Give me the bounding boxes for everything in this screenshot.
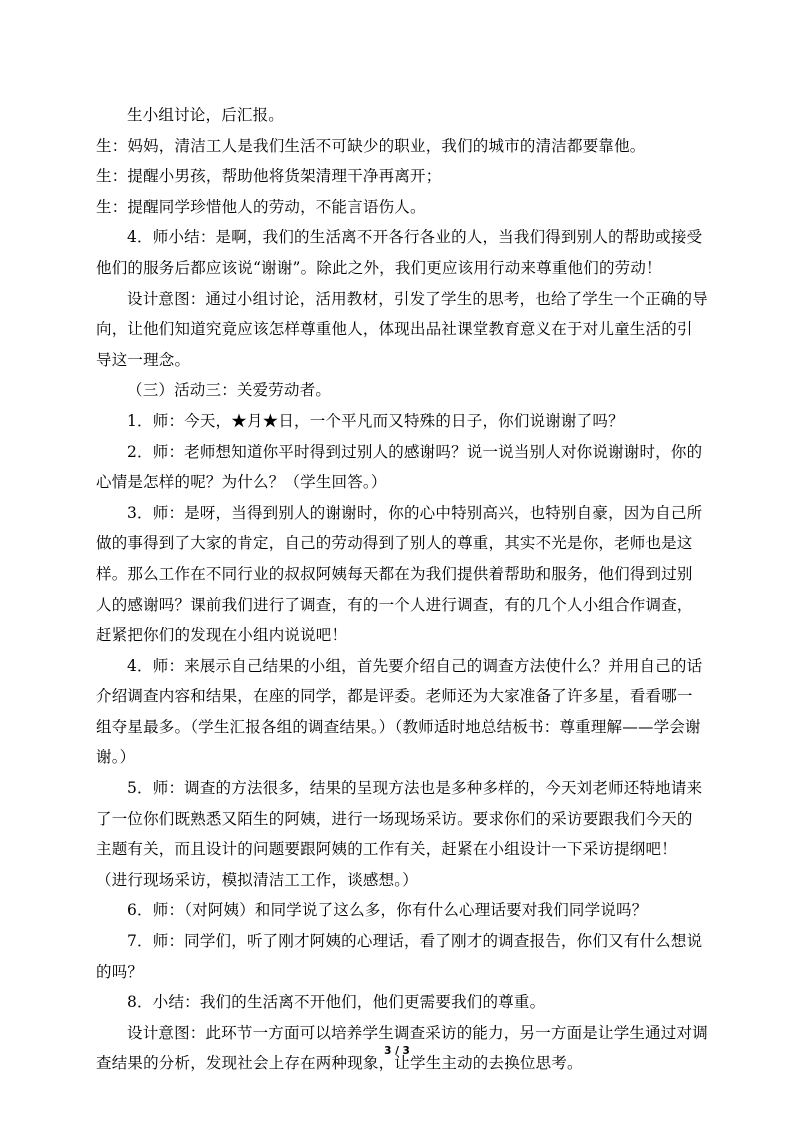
paragraph: 6．师：（对阿姨）和同学说了这么多，你有什么心理话要对我们同学说吗？ <box>127 901 648 920</box>
paragraph: 4．师小结：是啊，我们的生活离不开各行各业的人，当我们得到别人的帮助或接受他们的服务后都应该说“谢谢”。除此之外，我们更应该用行动来尊重他们的劳动！ <box>96 228 703 277</box>
paragraph: 4．师：来展示自己结果的小组，首先要介绍自己的调查方法使什么？并用自己的话介绍调查内容和结果，在座的同学，都是评委。老师还为大家准备了许多星，看看哪一组夺星最多。（学生汇报各组的调查结果。）（教师适时地总结板书：尊重理解——学会谢谢。） <box>96 656 703 767</box>
paragraph: 7．师：同学们，听了刚才阿姨的心理话，看了刚才的调查报告，你们又有什么想说的吗？ <box>96 932 703 981</box>
paragraph: 生：妈妈，清洁工人是我们生活不可缺少的职业，我们的城市的清洁都要靠他。 <box>96 136 646 155</box>
paragraph: 设计意图：通过小组讨论，活用教材，引发了学生的思考，也给了学生一个正确的导向，让他们知道究竟应该怎样尊重他人，体现出品社课堂教育意义在于对儿童生活的引导这一理念。 <box>96 289 708 369</box>
paragraph: 5．师：调查的方法很多，结果的呈现方法也是多种多样的，今天刘老师还特地请来了一位你们既熟悉又陌生的阿姨，进行一场现场采访。要求你们的采访要跟我们今天的主题有关，而且设计的问题要跟阿姨的工作有关，赶紧在小组设计一下采访提纲吧！（进行现场采访，模拟清洁工工作，谈感想。） <box>96 779 703 889</box>
paragraph: 设计意图：此环节一方面可以培养学生调查采访的能力，另一方面是让学生通过对调查结果的分析，发现社会上存在两种现象，让学生主动的去换位思考。 <box>96 1023 708 1073</box>
paragraph: 生：提醒同学珍惜他人的劳动，不能言语伤人。 <box>96 197 426 216</box>
paragraph: 8．小结：我们的生活离不开他们，他们更需要我们的尊重。 <box>127 993 546 1012</box>
paragraph: 1．师：今天，★月★日，一个平凡而又特殊的日子，你们说谢谢了吗？ <box>127 411 624 430</box>
paragraph: 3．师：是呀，当得到别人的谢谢时，你的心中特别高兴，也特别自豪，因为自己所做的事得到了大家的肯定，自己的劳动得到了别人的尊重，其实不光是你，老师也是这样。那么工作在不同行业的叔叔阿姨每天都在为我们提供着帮助和服务，他们得到过别人的感谢吗？课前我们进行了调查，有的一个人进行调查，有的几个人小组合作调查，赶紧把你们的发现在小组内说说吧！ <box>96 503 703 645</box>
paragraph: 生小组讨论，后汇报。 <box>127 106 285 124</box>
page-number: 3 / 3 <box>384 1045 410 1057</box>
document-body <box>96 100 708 1079</box>
paragraph: 生：提醒小男孩，帮助他将货架清理干净再离开； <box>96 167 442 186</box>
paragraph: （三）活动三：关爱劳动者。 <box>127 381 332 400</box>
paragraph: 2．师：老师想知道你平时得到过别人的感谢吗？说一说当别人对你说谢谢时，你的心情是怎样的呢？为什么？（学生回答。） <box>96 442 703 492</box>
